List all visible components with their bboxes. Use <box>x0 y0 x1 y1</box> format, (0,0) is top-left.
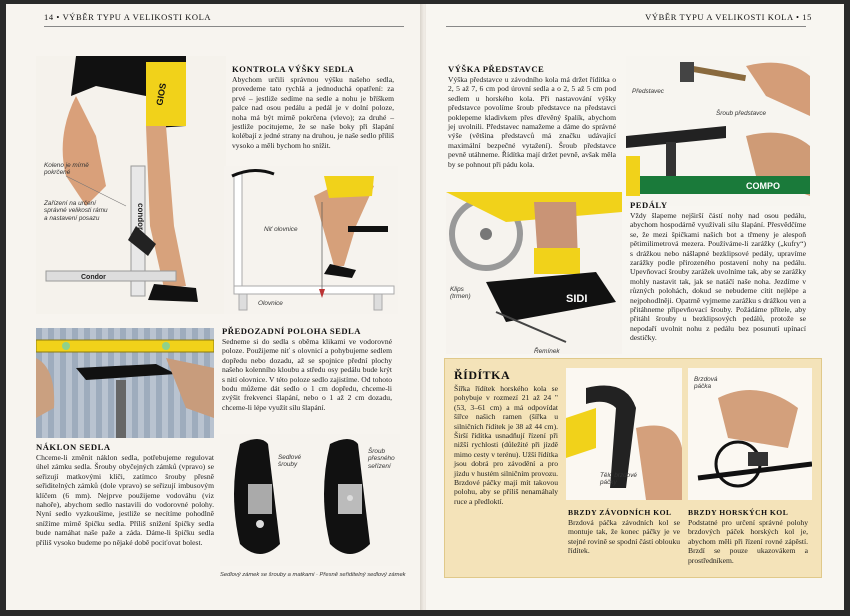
brzdy-zav-heading: BRZDY ZÁVODNÍCH KOL <box>568 508 672 517</box>
svg-text:Condor: Condor <box>81 274 106 281</box>
header-rule <box>44 26 404 27</box>
pedaly-heading: PEDÁLY <box>630 200 668 210</box>
predozadni-heading: PŘEDOZADNÍ POLOHA SEDLA <box>222 326 361 336</box>
predozadni-body: Sedneme si do sedla s oběma klikami ve vodorovné poloze. Použijeme niť s olovnicí a pohybujeme sedlem dopředu nebo dozadu, až se spojnice přední plochy našeho kolenního kloubu a středu osy pedálu bude krýt s nití olovnice. V této poloze sedlo zajistíme. Od tohoto bodu můžeme dát sedlo o 1 cm dopředu, chceme-li zvýšit frekvenci šlapání, nebo o 1 až 2 cm dozadu, chceme-li lépe využít sílu šlapání. <box>222 337 392 412</box>
vyska-body: Výška představce u závodního kola má držet řídítka o 2, 5 až 7, 6 cm pod úrovní sedla a o 2, 5 až 5 cm pod sedlem u horského kola. Při nastavování výšky představce povolíme šroub představce na představci poklepeme kladivkem přes dřevěný špalík, abychom jej uvolnili. Představec namažeme a dáme do správné výše (většina představců má značku udávající maximální bezpečné vytažení). Šroub představce pevně utáhneme. Řídítka mají držet pevně, avšak měla by se pohnout při pádu kola. <box>448 75 616 169</box>
caption-sroub: Šroub představce <box>716 110 767 117</box>
pedal-shoe-photo <box>446 192 622 354</box>
brzdy-zav-body: Brzdová páčka závodních kol se montuje tak, že konec páčky je ve stejné rovině se spodní částí oblouku řídítek. <box>568 518 680 556</box>
pedaly-body: Vždy šlapeme nejširší částí nohy nad osou pedálu, abychom hospodárně využívali sílu šlapání. Přesvědčíme se, že mezi špičkami našich bot a třmeny je alespoň pětimilimetrová mezera. Používáme-li zarážky („kufry“) s drážkou nebo nášlapné bezklipsové pedály, upravíme zarážky podle přirozeného postavení nohy na pedálu. Upevňovací šrouby zarážek uvolníme tak, aby se zarážky mohly nastavit tak, jak se natáčí naše noha. Jezdíme v různých polohách, dokud se nebudeme cítit nejlépe a nejpohodlněji. Opatrně vyjmeme zarážku s drážkou ven a přitáhneme připevňovací šrouby. Požádáme přítele, aby přitáhl šrouby u bezklipsových pedálů, protože se nepodaří uvolnit nohu z pedálu bez posunutí upínací destičky. <box>630 211 806 343</box>
book-spread <box>6 4 844 610</box>
caption-remenek: Řemínek <box>534 348 560 355</box>
spirit-level-photo <box>36 328 214 438</box>
caption-sedlove: Sedlové šrouby <box>278 454 302 469</box>
header-rule-right <box>446 26 806 27</box>
caption-telo: Tělo brzdové páčky <box>600 472 637 487</box>
caption-nit: Niť olovnice <box>264 226 298 233</box>
svg-text:COMPO: COMPO <box>746 181 781 191</box>
caption-klips: Klips (trmen) <box>450 286 471 301</box>
svg-text:SIDI: SIDI <box>566 293 588 305</box>
brzdy-hor-heading: BRZDY HORSKÝCH KOL <box>688 508 789 517</box>
right-page <box>426 4 844 610</box>
plumb-line-jig-photo <box>224 166 398 314</box>
caption-brzdova: Brzdová páčka <box>694 376 718 391</box>
svg-text:GIOS: GIOS <box>154 82 169 107</box>
running-head-left: 14 • VÝBĚR TYPU A VELIKOSTI KOLA <box>44 12 212 22</box>
riditka-body: Šířka řídítek horského kola se pohybuje v rozmezí 21 až 24 " (53, 3–61 cm) a má odpovídat šířce našich ramen (šířka u silničních řídítek je 38 až 44 cm). Širší řídítka usnadňují řízení při nižší rychlosti (důležité při jízdě mimo cesty v terénu). Užší řídítka jsou dobrá pro závodění a pro jízdu v hustém silničním provozu. Brzdové páčky mají mít takovou polohu, aby se příliš nenamáhaly ruce a předloktí. <box>454 384 558 506</box>
vyska-heading: VÝŠKA PŘEDSTAVCE <box>448 64 545 74</box>
caption-koleno: Koleno je mírně pokrčené <box>44 162 89 177</box>
riditka-heading: ŘÍDÍTKA <box>454 368 511 382</box>
caption-srouby: Šroub přesného seřízení <box>368 448 395 470</box>
brzdy-hor-body: Podstatné pro určení správné polohy brzdových páček horských kol je, abychom měli při řízení rovné zápěstí. Brzdí se pouze ukazovákem a prostředníkem. <box>688 518 808 565</box>
kontrola-heading: KONTROLA VÝŠKY SEDLA <box>232 64 355 74</box>
naklon-heading: NÁKLON SEDLA <box>36 442 111 452</box>
caption-predstavec: Představec <box>632 88 664 95</box>
saddle-footcaption: Sedlový zámek se šrouby a matkami · Přesně seřiditelný sedlový zámek <box>220 572 406 578</box>
caption-zarizeni: Zařízení na určení správné velikosti rámu a nastavení posazu <box>44 200 108 222</box>
rider-on-fitting-jig-photo <box>36 56 226 314</box>
kontrola-body: Abychom určili správnou výšku našeho sedla, provedeme tato rychlá a jednoduchá opatření: za prvé – jestliže sedíme na sedle a nohu je bříškem palce nad osou pedálu a pedál je v dolní poloze, noha má být mírně pokrčena (vlevo); za druhé – jestliže pocitujeme, že se naše boky při šlapání kolébají z jedné strany na druhou, je naše sedlo příliš vysoko a měli bychom ho snížit. <box>232 75 394 150</box>
naklon-body: Chceme-li změnit náklon sedla, potřebujeme regulovat úhel zámku sedla. Šrouby obyčejných zámků (vpravo) se seřizují matkovými klíči, zatímco šrouby přesně seřiditelných zámků (dole vpravo) se seřizují imbusovým klíčem (6 mm). Nejprve použijeme vodováhu (viz nahoře), abychom sedlo nastavili do vodorovné polohy. Nyní sedlo vyzkoušíme, jestliže se necítíme pohodlně snížíme mírně špičku sedla. Příliš snížení špičky sedla bude namáhat naše paže a záda. Dáme-li špičku sedla příliš vysoko budeme po nějaké době pociťovat bolest. <box>36 453 214 547</box>
caption-olovnice: Olovnice <box>258 300 283 307</box>
running-head-right: VÝBĚR TYPU A VELIKOSTI KOLA • 15 <box>645 12 812 22</box>
svg-text:condor: condor <box>136 203 145 231</box>
left-page <box>6 4 424 610</box>
hammer-stem-photo <box>626 56 810 206</box>
